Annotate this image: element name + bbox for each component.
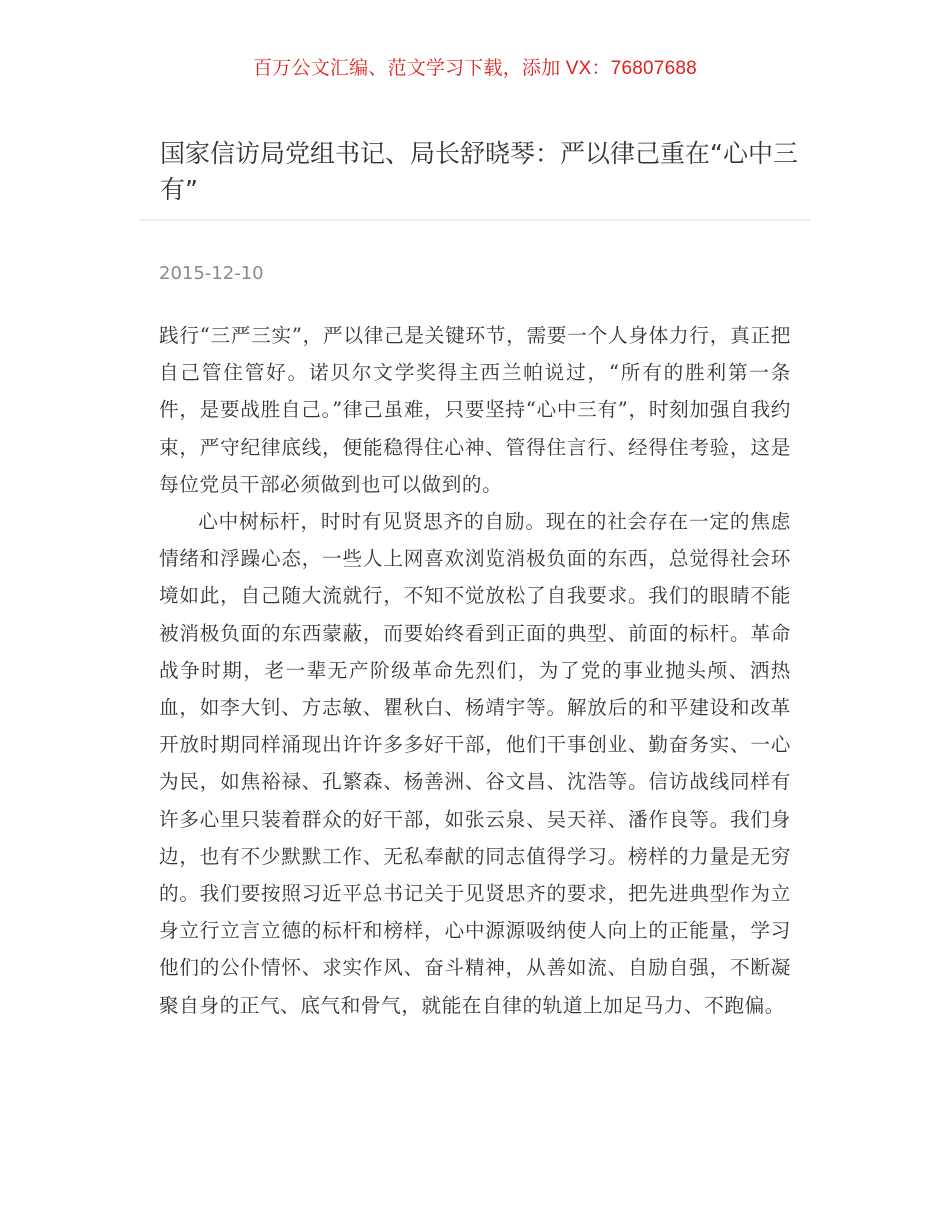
publish-date: 2015-12-10	[159, 263, 264, 284]
article-title: 国家信访局党组书记、局长舒晓琴：严以律己重在“心中三有”	[160, 139, 798, 204]
paragraph-2: 心中树标杆，时时有见贤思齐的自励。现在的社会存在一定的焦虑情绪和浮躁心态，一些人上网喜欢浏览消极负面的东西，总觉得社会环境如此，自己随大流就行，不知不觉放松了自我要求。我们的眼睛不能被消极负面的东西蒙蔽，而要始终看到正面的典型、前面的标杆。革命战争时期，老一辈无产阶级革命先烈们，为了党的事业抛头颅、洒热血，如李大钊、方志敏、瞿秋白、杨靖宇等。解放后的和平建设和改革开放时期同样涌现出许许多多好干部，他们干事创业、勤奋务实、一心为民，如焦裕禄、孔繁森、杨善洲、谷文昌、沈浩等。信访战线同样有许多心里只装着群众的好干部，如张云泉、吴天祥、潘作良等。我们身边，也有不少默默工作、无私奉献的同志值得学习。榜样的力量是无穷的。我们要按照习近平总书记关于见贤思齐的要求，把先进典型作为立身立行立言立德的标杆和榜样，心中源源吸纳使人向上的正能量，学习他们的公仆情怀、求实作风、奋斗精神，从善如流、自励自强，不断凝聚自身的正气、底气和骨气，就能在自律的轨道上加足马力、不跑偏。	[159, 510, 791, 1017]
paragraph-1: 践行“三严三实”，严以律己是关键环节，需要一个人身体力行，真正把自己管住管好。诺贝尔文学奖得主西兰帕说过，“所有的胜利第一条件，是要战胜自己。”律己虽难，只要坚持“心中三有”，时刻加强自我约束，严守纪律底线，便能稳得住心神、管得住言行、经得住考验，这是每位党员干部必须做到也可以做到的。	[159, 324, 791, 496]
article-body	[159, 317, 791, 1024]
title-divider	[140, 219, 810, 221]
promo-banner: 百万公文汇编、范文学习下载，添加 VX：76807688	[253, 58, 697, 79]
